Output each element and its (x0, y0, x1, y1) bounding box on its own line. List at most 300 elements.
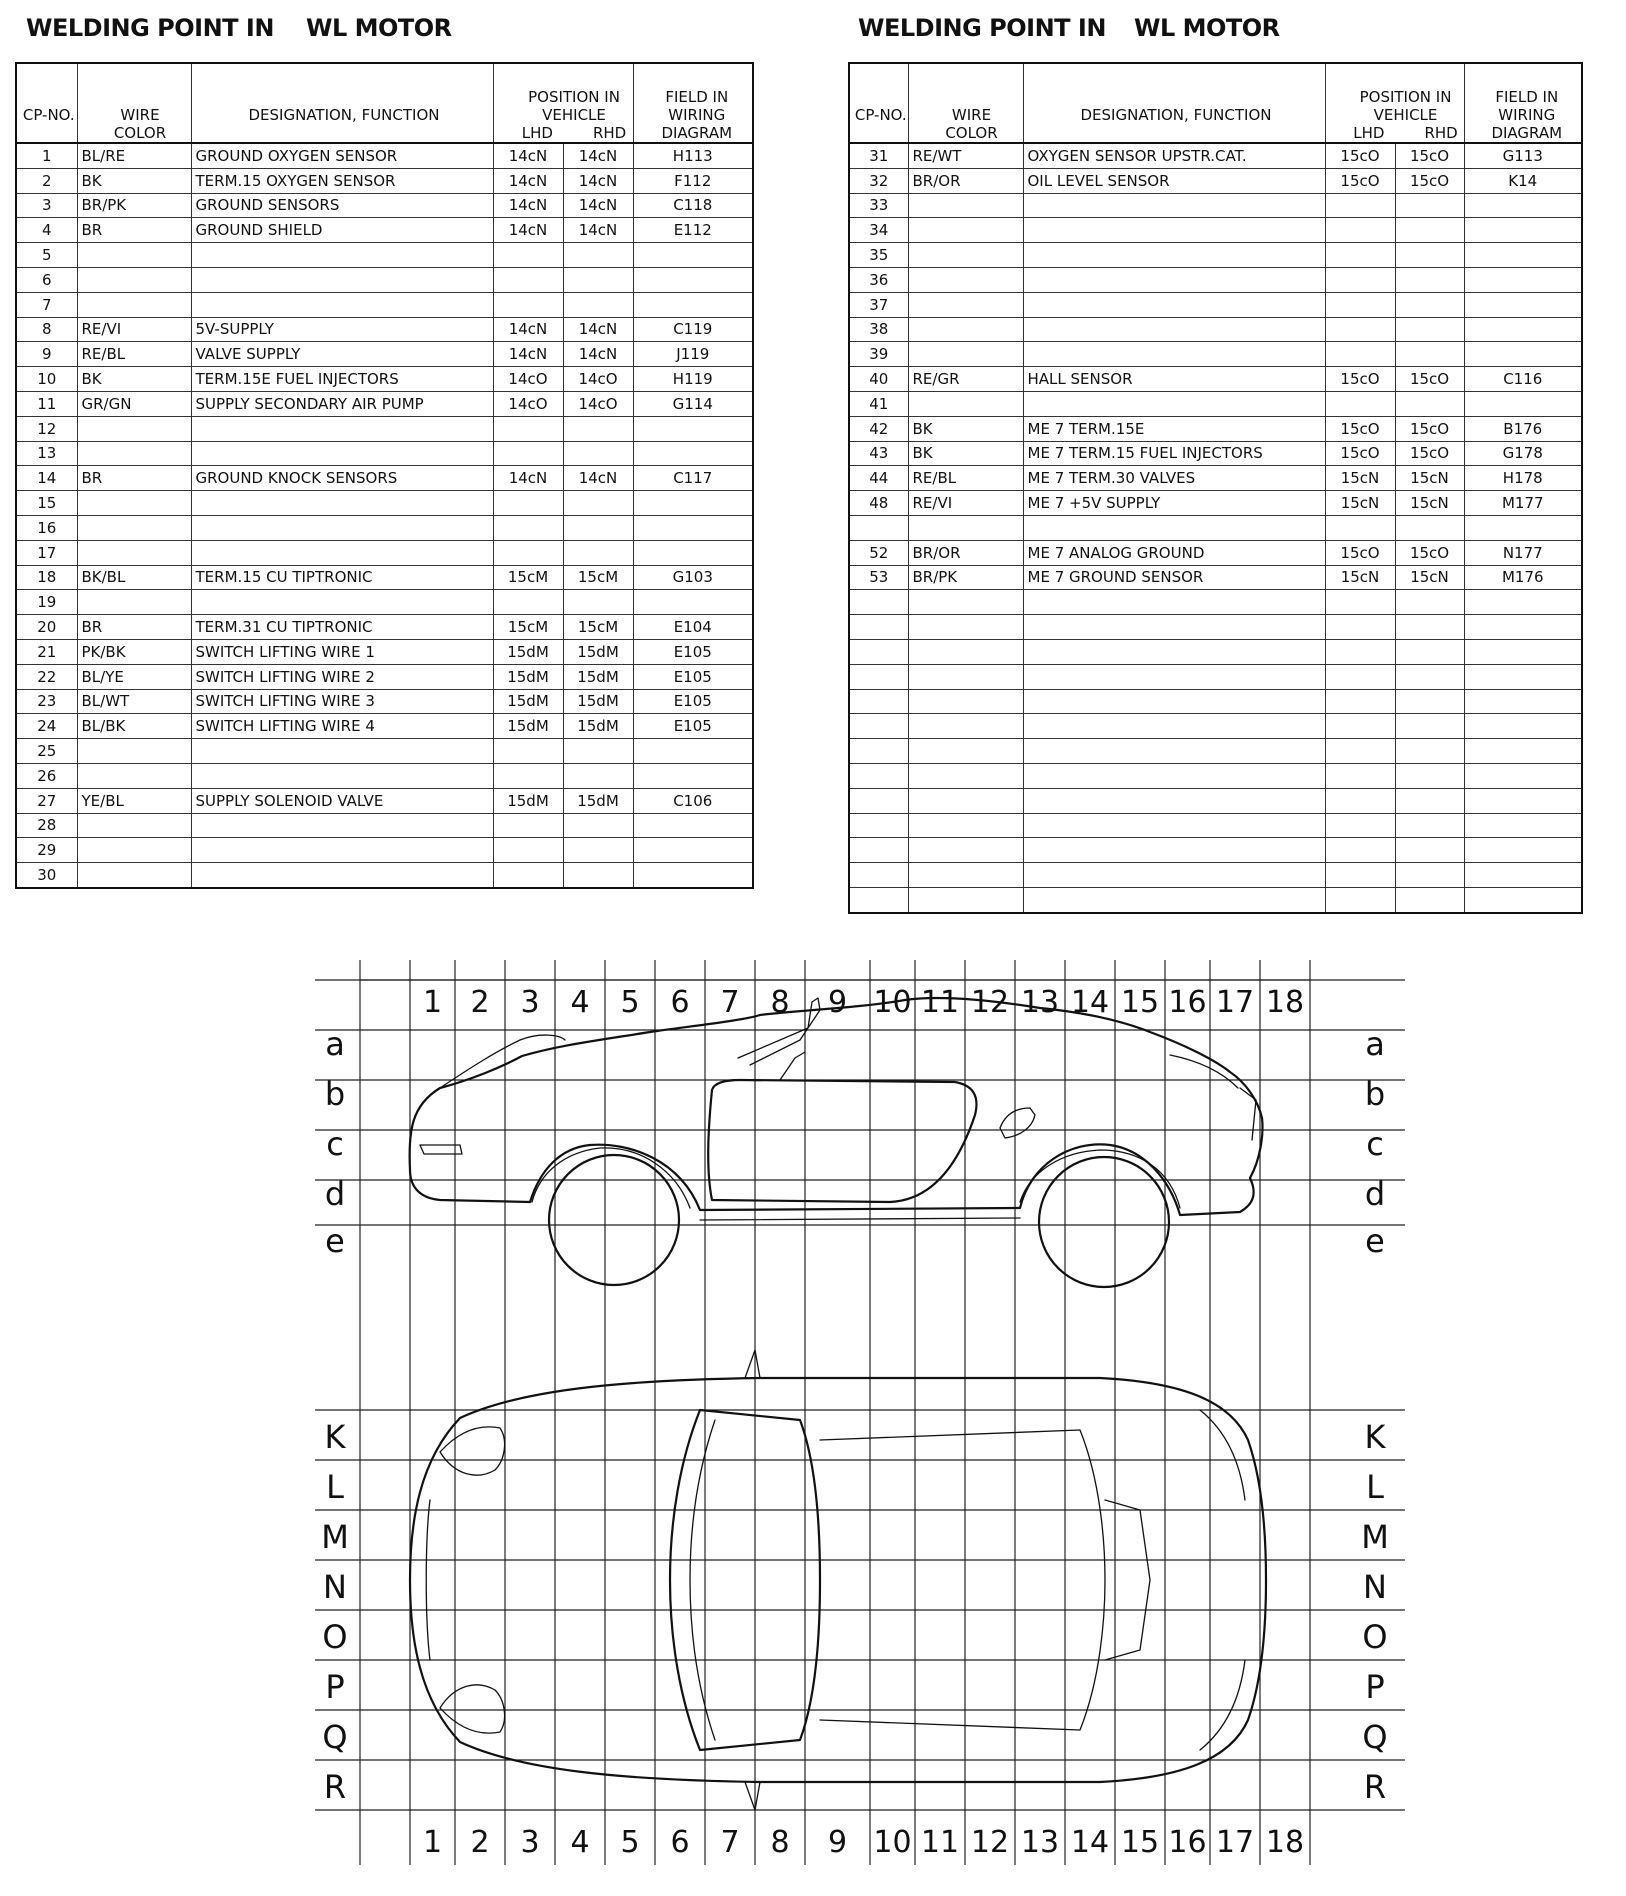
grid-row-label: d (1364, 1175, 1386, 1213)
cp-no-cell: 25 (16, 739, 77, 764)
rhd-position-cell: 14cN (563, 342, 633, 367)
left-header-part2: WL MOTOR (306, 14, 452, 42)
rhd-position-cell (1395, 739, 1464, 764)
rhd-position-cell (563, 416, 633, 441)
field-cell (1464, 243, 1582, 268)
lhd-position-cell: 14cN (493, 466, 563, 491)
grid-column-label: 1 (422, 985, 443, 1020)
table-row (16, 367, 753, 392)
grid-column-label: 16 (1168, 985, 1207, 1020)
field-cell (1464, 838, 1582, 863)
field-cell: M177 (1464, 491, 1582, 516)
rhd-position-cell (1395, 763, 1464, 788)
cp-no-cell: 14 (16, 466, 77, 491)
wire-color-cell: BK (77, 367, 191, 392)
table-row (16, 863, 753, 888)
designation-cell (1023, 863, 1325, 888)
field-cell: G178 (1464, 441, 1582, 466)
designation-cell (191, 540, 493, 565)
grid-row-label: c (326, 1125, 344, 1163)
table-row (849, 863, 1582, 888)
field-cell (633, 739, 753, 764)
cp-no-cell: 19 (16, 590, 77, 615)
rhd-position-cell (563, 267, 633, 292)
designation-cell: OXYGEN SENSOR UPSTR.CAT. (1023, 143, 1325, 168)
lhd-position-cell: 15cO (1325, 441, 1395, 466)
rhd-position-cell: 15cN (1395, 466, 1464, 491)
cp-no-cell: 41 (849, 391, 908, 416)
wire-color-cell: BK (908, 416, 1023, 441)
cp-no-cell: 1 (16, 143, 77, 168)
wire-color-cell (908, 218, 1023, 243)
grid-column-label: 14 (1070, 1825, 1110, 1860)
cp-no-cell (849, 515, 908, 540)
rhd-position-cell (563, 243, 633, 268)
field-cell (1464, 193, 1582, 218)
wire-color-cell: BL/WT (77, 689, 191, 714)
cp-no-cell: 26 (16, 763, 77, 788)
table-row (849, 887, 1582, 912)
lhd-position-cell (493, 763, 563, 788)
lhd-position-cell: 14cO (493, 391, 563, 416)
cp-no-cell: 15 (16, 491, 77, 516)
cp-no-cell: 38 (849, 317, 908, 342)
field-cell: N177 (1464, 540, 1582, 565)
field-cell (633, 838, 753, 863)
wire-color-cell (908, 739, 1023, 764)
designation-cell: SWITCH LIFTING WIRE 2 (191, 664, 493, 689)
grid-column-label: 18 (1265, 985, 1305, 1020)
wire-color-cell (77, 267, 191, 292)
col-field: FIELD IN WIRING DIAGRAM (633, 63, 753, 143)
designation-cell (191, 863, 493, 888)
lhd-position-cell: 14cN (493, 342, 563, 367)
designation-cell (1023, 292, 1325, 317)
field-cell: G103 (633, 565, 753, 590)
designation-cell (191, 267, 493, 292)
grid-column-label: 18 (1265, 1825, 1305, 1860)
wire-color-cell (77, 863, 191, 888)
rhd-position-cell: 15dM (563, 714, 633, 739)
lhd-position-cell (1325, 317, 1395, 342)
table-row (16, 615, 753, 640)
table-row (849, 639, 1582, 664)
table-row (16, 143, 753, 168)
grid-row-label: K (324, 1418, 346, 1456)
wire-color-cell (908, 689, 1023, 714)
right-welding-table (848, 62, 1583, 914)
field-cell: H113 (633, 143, 753, 168)
rhd-position-cell (563, 540, 633, 565)
lhd-position-cell (1325, 243, 1395, 268)
table-row (16, 292, 753, 317)
rhd-position-cell: 15cO (1395, 168, 1464, 193)
wire-color-cell (908, 863, 1023, 888)
grid-lines (315, 960, 1405, 1865)
rhd-position-cell: 14cN (563, 317, 633, 342)
designation-cell: SWITCH LIFTING WIRE 1 (191, 639, 493, 664)
header-row (849, 63, 1582, 143)
wire-color-cell: BK (77, 168, 191, 193)
designation-cell (191, 739, 493, 764)
grid-column-label: 7 (720, 985, 740, 1020)
designation-cell (1023, 714, 1325, 739)
designation-cell: GROUND SENSORS (191, 193, 493, 218)
cp-no-cell (849, 664, 908, 689)
lhd-position-cell (1325, 193, 1395, 218)
designation-cell (1023, 342, 1325, 367)
lhd-position-cell: 15dM (493, 788, 563, 813)
field-cell (633, 491, 753, 516)
designation-cell (191, 515, 493, 540)
table-row (16, 813, 753, 838)
rhd-position-cell: 14cN (563, 168, 633, 193)
grid-column-label: 8 (770, 1825, 790, 1860)
table-row (16, 689, 753, 714)
lhd-position-cell (1325, 689, 1395, 714)
field-cell (1464, 863, 1582, 888)
field-cell (633, 763, 753, 788)
rhd-position-cell (563, 813, 633, 838)
wire-color-cell (77, 441, 191, 466)
wire-color-cell (77, 763, 191, 788)
wire-color-cell: BR (77, 466, 191, 491)
field-cell (1464, 788, 1582, 813)
table-row (16, 540, 753, 565)
designation-cell: SWITCH LIFTING WIRE 4 (191, 714, 493, 739)
designation-cell (1023, 813, 1325, 838)
designation-cell (1023, 689, 1325, 714)
designation-cell: TERM.15 CU TIPTRONIC (191, 565, 493, 590)
lhd-position-cell (493, 838, 563, 863)
designation-cell (1023, 391, 1325, 416)
table-row (16, 243, 753, 268)
wire-color-cell: PK/BK (77, 639, 191, 664)
field-cell: C106 (633, 788, 753, 813)
cp-no-cell: 6 (16, 267, 77, 292)
lhd-position-cell (493, 441, 563, 466)
cp-no-cell: 29 (16, 838, 77, 863)
designation-cell: SUPPLY SOLENOID VALVE (191, 788, 493, 813)
rhd-position-cell (563, 863, 633, 888)
designation-cell (1023, 763, 1325, 788)
designation-cell: TERM.31 CU TIPTRONIC (191, 615, 493, 640)
field-cell: E105 (633, 714, 753, 739)
grid-row-label: L (326, 1468, 344, 1506)
designation-cell: ME 7 TERM.15 FUEL INJECTORS (1023, 441, 1325, 466)
designation-cell: GROUND OXYGEN SENSOR (191, 143, 493, 168)
grid-column-label: 10 (873, 1825, 912, 1860)
table-row (16, 788, 753, 813)
wire-color-cell: RE/GR (908, 367, 1023, 392)
cp-no-cell (849, 689, 908, 714)
field-cell (1464, 664, 1582, 689)
wire-color-cell: BR (77, 218, 191, 243)
field-cell (633, 540, 753, 565)
rhd-position-cell (1395, 714, 1464, 739)
wire-color-cell (908, 838, 1023, 863)
field-cell (1464, 714, 1582, 739)
field-cell (1464, 267, 1582, 292)
designation-cell: 5V-SUPPLY (191, 317, 493, 342)
field-cell (633, 863, 753, 888)
left-header-part1: WELDING POINT IN (26, 14, 274, 42)
grid-row-label: Q (322, 1718, 348, 1756)
field-cell (1464, 615, 1582, 640)
table-row (849, 267, 1582, 292)
field-cell: G114 (633, 391, 753, 416)
rhd-position-cell (563, 292, 633, 317)
lhd-position-cell (1325, 267, 1395, 292)
lhd-position-cell: 15cN (1325, 491, 1395, 516)
right-header-part1: WELDING POINT IN (858, 14, 1106, 42)
designation-cell: VALVE SUPPLY (191, 342, 493, 367)
wire-color-cell: YE/BL (77, 788, 191, 813)
wire-color-cell (908, 615, 1023, 640)
cp-no-cell: 53 (849, 565, 908, 590)
grid-row-label: K (1364, 1418, 1386, 1456)
cp-no-cell: 9 (16, 342, 77, 367)
field-cell (633, 243, 753, 268)
table-row (849, 441, 1582, 466)
designation-cell (1023, 317, 1325, 342)
lhd-position-cell: 15cM (493, 615, 563, 640)
table-row (16, 838, 753, 863)
rhd-position-cell (1395, 391, 1464, 416)
cp-no-cell: 23 (16, 689, 77, 714)
cp-no-cell: 2 (16, 168, 77, 193)
lhd-position-cell (1325, 813, 1395, 838)
table-row (849, 391, 1582, 416)
table-row (16, 590, 753, 615)
field-cell (633, 292, 753, 317)
lhd-position-cell: 14cN (493, 317, 563, 342)
grid-column-label: 15 (1120, 1825, 1160, 1860)
wire-color-cell (908, 887, 1023, 912)
table-row (16, 416, 753, 441)
designation-cell (1023, 590, 1325, 615)
car-top-view-drawing (410, 1350, 1266, 1810)
wiring-field-grid (0, 940, 1626, 1880)
designation-cell: OIL LEVEL SENSOR (1023, 168, 1325, 193)
lhd-position-cell: 15cN (1325, 466, 1395, 491)
table-row (849, 540, 1582, 565)
designation-cell: HALL SENSOR (1023, 367, 1325, 392)
header-row (16, 63, 753, 143)
rhd-position-cell: 15cO (1395, 441, 1464, 466)
designation-cell: TERM.15 OXYGEN SENSOR (191, 168, 493, 193)
designation-cell (191, 441, 493, 466)
lhd-position-cell (1325, 218, 1395, 243)
rhd-position-cell (1395, 243, 1464, 268)
table-row (849, 515, 1582, 540)
cp-no-cell: 39 (849, 342, 908, 367)
table-row (849, 466, 1582, 491)
lhd-position-cell (493, 267, 563, 292)
designation-cell: TERM.15E FUEL INJECTORS (191, 367, 493, 392)
grid-row-label: e (325, 1222, 345, 1260)
rhd-position-cell: 15dM (563, 689, 633, 714)
wire-color-cell: BR/PK (77, 193, 191, 218)
lhd-position-cell (1325, 664, 1395, 689)
designation-cell (1023, 664, 1325, 689)
rhd-position-cell (1395, 515, 1464, 540)
grid-row-label: O (1362, 1618, 1388, 1656)
lhd-position-cell (493, 540, 563, 565)
lhd-position-cell (493, 416, 563, 441)
lhd-position-cell (493, 243, 563, 268)
rhd-position-cell (563, 838, 633, 863)
lhd-position-cell: 15cO (1325, 540, 1395, 565)
designation-cell: ME 7 GROUND SENSOR (1023, 565, 1325, 590)
col-wire-color: WIRE COLOR (77, 63, 191, 143)
cp-no-cell (849, 639, 908, 664)
field-cell (633, 515, 753, 540)
grid-row-label: N (323, 1568, 347, 1606)
table-row (849, 813, 1582, 838)
grid-row-label: e (1365, 1222, 1385, 1260)
grid-row-label: P (1365, 1668, 1385, 1706)
designation-cell (1023, 218, 1325, 243)
wire-color-cell (77, 813, 191, 838)
grid-column-label: 5 (620, 985, 640, 1020)
table-row (849, 367, 1582, 392)
table-row (849, 664, 1582, 689)
col-wire-color: WIRE COLOR (908, 63, 1023, 143)
col-cp-no: CP-NO. (849, 63, 908, 143)
lhd-position-cell (493, 739, 563, 764)
rhd-position-cell: 15cO (1395, 367, 1464, 392)
cp-no-cell: 16 (16, 515, 77, 540)
rhd-position-cell: 15cO (1395, 143, 1464, 168)
lhd-position-cell (1325, 590, 1395, 615)
grid-row-label: O (322, 1618, 348, 1656)
grid-column-label: 4 (570, 1825, 590, 1860)
lhd-position-cell (1325, 838, 1395, 863)
rhd-position-cell (1395, 639, 1464, 664)
table-row (16, 763, 753, 788)
cp-no-cell: 52 (849, 540, 908, 565)
rhd-position-cell: 15dM (563, 639, 633, 664)
field-cell (1464, 887, 1582, 912)
grid-column-label: 17 (1215, 985, 1255, 1020)
wire-color-cell: RE/BL (77, 342, 191, 367)
rhd-position-cell (563, 515, 633, 540)
table-row (16, 739, 753, 764)
lhd-position-cell (1325, 714, 1395, 739)
table-row (849, 714, 1582, 739)
table-row (16, 714, 753, 739)
lhd-position-cell (493, 515, 563, 540)
table-row (16, 639, 753, 664)
designation-cell (191, 763, 493, 788)
lhd-position-cell: 14cN (493, 193, 563, 218)
col-designation: DESIGNATION, FUNCTION (191, 63, 493, 143)
field-cell: F112 (633, 168, 753, 193)
wire-color-cell: BR/OR (908, 168, 1023, 193)
lhd-position-cell (493, 491, 563, 516)
wire-color-cell (908, 267, 1023, 292)
rhd-position-cell (563, 441, 633, 466)
field-cell (1464, 813, 1582, 838)
cp-no-cell: 4 (16, 218, 77, 243)
cp-no-cell: 3 (16, 193, 77, 218)
col-position: POSITION IN VEHICLE LHD RHD (493, 63, 633, 143)
rhd-position-cell (563, 739, 633, 764)
table-row (849, 590, 1582, 615)
grid-row-label: N (1363, 1568, 1387, 1606)
table-row (849, 416, 1582, 441)
designation-cell (1023, 739, 1325, 764)
wire-color-cell: BL/YE (77, 664, 191, 689)
field-cell (1464, 342, 1582, 367)
grid-column-label: 15 (1120, 985, 1160, 1020)
grid-labels (321, 985, 1389, 1860)
field-cell (1464, 515, 1582, 540)
grid-column-label: 11 (920, 1825, 960, 1860)
table-row (849, 218, 1582, 243)
designation-cell (191, 491, 493, 516)
rhd-position-cell: 14cN (563, 193, 633, 218)
lhd-position-cell: 15dM (493, 714, 563, 739)
designation-cell: SWITCH LIFTING WIRE 3 (191, 689, 493, 714)
cp-no-cell (849, 813, 908, 838)
lhd-position-cell (1325, 639, 1395, 664)
field-cell: H119 (633, 367, 753, 392)
rhd-position-cell (1395, 664, 1464, 689)
lhd-position-cell: 15dM (493, 639, 563, 664)
cp-no-cell (849, 838, 908, 863)
designation-cell: ME 7 +5V SUPPLY (1023, 491, 1325, 516)
cp-no-cell (849, 788, 908, 813)
col-field: FIELD IN WIRING DIAGRAM (1464, 63, 1582, 143)
table-row (16, 317, 753, 342)
grid-row-label: a (325, 1025, 345, 1063)
designation-cell: SUPPLY SECONDARY AIR PUMP (191, 391, 493, 416)
wire-color-cell (908, 590, 1023, 615)
grid-row-label: P (325, 1668, 345, 1706)
table-row (849, 838, 1582, 863)
field-cell (1464, 590, 1582, 615)
designation-cell (191, 243, 493, 268)
wire-color-cell: BR (77, 615, 191, 640)
wire-color-cell (908, 714, 1023, 739)
table-row (16, 168, 753, 193)
wire-color-cell: BL/RE (77, 143, 191, 168)
field-cell: C119 (633, 317, 753, 342)
designation-cell (1023, 193, 1325, 218)
lhd-position-cell (1325, 615, 1395, 640)
grid-column-label: 3 (520, 985, 540, 1020)
table-row (849, 292, 1582, 317)
lhd-position-cell (1325, 342, 1395, 367)
field-cell: K14 (1464, 168, 1582, 193)
field-cell (1464, 763, 1582, 788)
wire-color-cell: BK/BL (77, 565, 191, 590)
wire-color-cell: RE/VI (77, 317, 191, 342)
grid-column-label: 16 (1168, 1825, 1207, 1860)
table-row (16, 515, 753, 540)
cp-no-cell: 17 (16, 540, 77, 565)
field-cell (633, 813, 753, 838)
field-cell (633, 590, 753, 615)
lhd-position-cell: 15cN (1325, 565, 1395, 590)
grid-column-label: 6 (670, 1825, 690, 1860)
wire-color-cell (77, 292, 191, 317)
field-cell: B176 (1464, 416, 1582, 441)
wire-color-cell: GR/GN (77, 391, 191, 416)
grid-column-label: 8 (770, 985, 790, 1020)
